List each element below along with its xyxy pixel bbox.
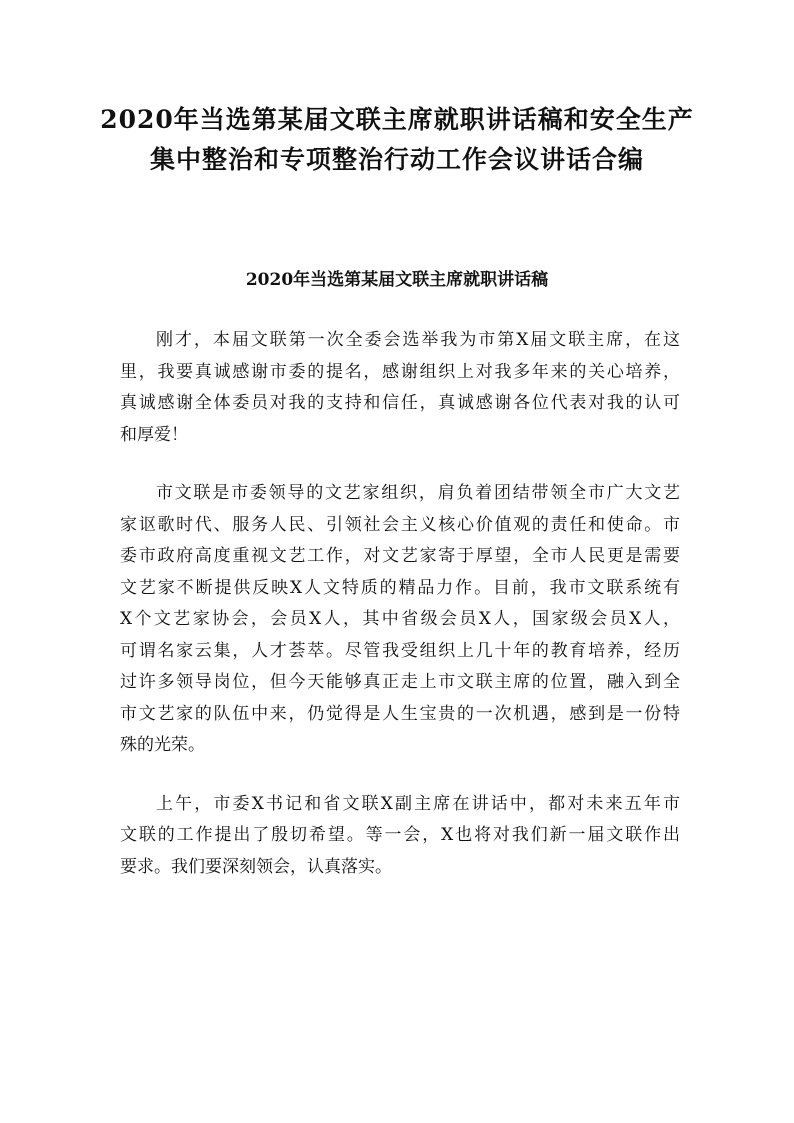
paragraph-2: [120, 478, 680, 762]
text-line: 刚才，本届文联第一次全委会选举我为市第X届文联主席，在这: [156, 330, 680, 350]
text-line: 真诚感谢全体委员对我的支持和信任，真诚感谢各位代表对我的认可: [120, 393, 680, 413]
text-line: 家讴歌时代、服务人民、引领社会主义核心价值观的责任和使命。市: [120, 514, 680, 535]
paragraph-1: [120, 325, 680, 451]
text-line: 要求。我们要深刻领会，认真落实。: [120, 856, 392, 877]
text-line: 市文艺家的队伍中来，仍觉得是人生宝贵的一次机遇，感到是一份特: [120, 703, 680, 724]
text-line: 过许多领导岗位，但今天能够真正走上市文联主席的位置，融入到全: [120, 672, 680, 692]
text-line: 里，我要真诚感谢市委的提名，感谢组织上对我多年来的关心培养，: [120, 361, 680, 382]
text-line: X个文艺家协会，会员X人，其中省级会员X人，国家级会员X人，: [120, 609, 680, 629]
document-title: [60, 100, 734, 180]
title-line: 集中整治和专项整治行动工作会议讲话合编: [149, 145, 644, 174]
text-line: 殊的光荣。: [120, 735, 205, 755]
text-line: 委市政府高度重视文艺工作，对文艺家寄于厚望，全市人民更是需要: [120, 546, 680, 566]
text-line: 上午，市委X书记和省文联X副主席在讲话中，都对未来五年市: [156, 793, 680, 814]
text-line: 可谓名家云集，人才荟萃。尽管我受组织上几十年的教育培养，经历: [120, 640, 680, 661]
title-line: 2020年当选第某届文联主席就职讲话稿和安全生产: [100, 105, 694, 134]
text-line: 文联的工作提出了殷切希望。等一会，X也将对我们新一届文联作出: [120, 825, 680, 845]
text-line: 文艺家不断提供反映X人文特质的精品力作。目前，我市文联系统有: [120, 577, 680, 598]
paragraph-3: [120, 789, 680, 884]
text-line: 和厚爱！: [120, 424, 188, 445]
text-line: 市文联是市委领导的文艺家组织，肩负着团结带领全市广大文艺: [156, 483, 680, 503]
document-body: [120, 325, 680, 910]
section-title: 2020年当选第某届文联主席就职讲话稿: [245, 270, 549, 290]
